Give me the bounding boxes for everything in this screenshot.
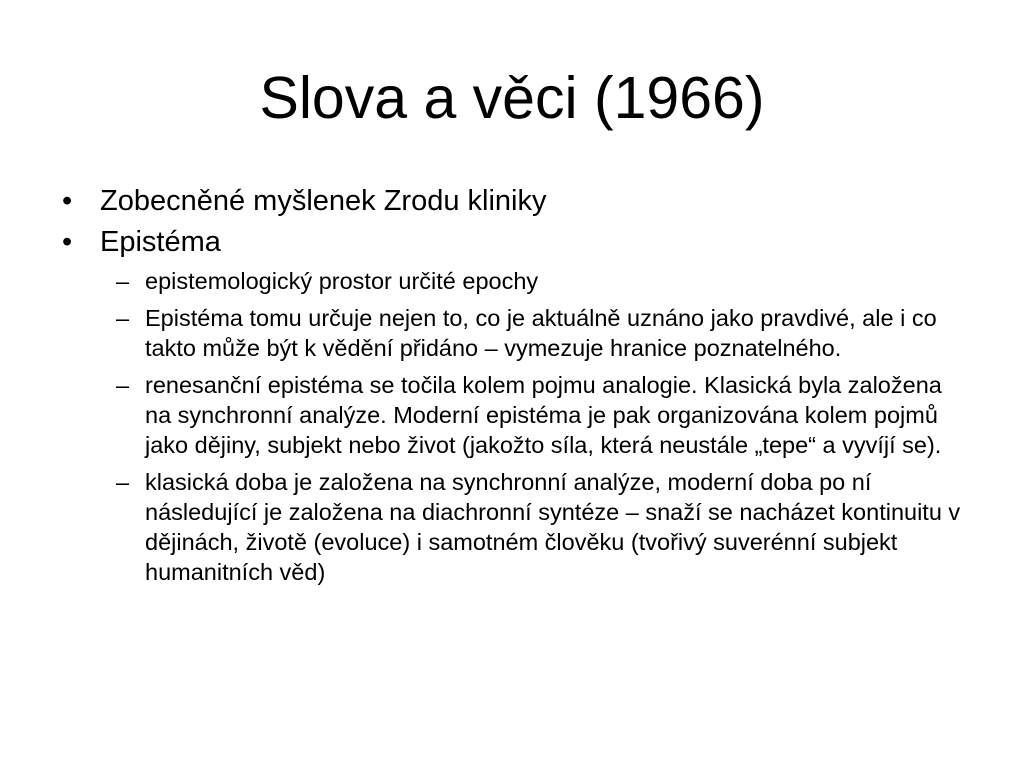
dash-marker: – bbox=[116, 469, 130, 495]
sub-bullet-list bbox=[100, 266, 968, 587]
dash-marker: – bbox=[116, 305, 130, 331]
bullet-item bbox=[58, 224, 968, 587]
sub-bullet-item bbox=[100, 370, 968, 460]
sub-bullet-item bbox=[100, 467, 968, 587]
bullet-list bbox=[58, 183, 968, 594]
sub-bullet-text: Epistéma tomu určuje nejen to, co je aktuálně uznáno jako pravdivé, ale i co takto může být k vědění přidáno – vymezuje hranice poznatelného. bbox=[145, 305, 937, 361]
bullet-text: Zobecněné myšlenek Zrodu kliniky bbox=[100, 185, 547, 217]
sub-bullet-text: epistemologický prostor určité epochy bbox=[145, 268, 539, 294]
bullet-marker: • bbox=[62, 185, 73, 217]
sub-bullet-item bbox=[100, 303, 968, 363]
slide-title: Slova a věci (1966) bbox=[259, 65, 765, 131]
bullet-item bbox=[58, 183, 968, 219]
bullet-text: Epistéma bbox=[100, 226, 221, 258]
bullet-marker: • bbox=[62, 226, 73, 258]
sub-bullet-item bbox=[100, 266, 968, 296]
dash-marker: – bbox=[116, 268, 130, 294]
dash-marker: – bbox=[116, 372, 130, 398]
sub-bullet-text: renesanční epistéma se točila kolem pojmu analogie. Klasická byla založena na synchronní analýze. Moderní epistéma je pak organizována kolem pojmů jako dějiny, subjekt nebo život (jakožto síla, která neustále „tepe“ a vyvíjí se). bbox=[145, 372, 942, 458]
sub-bullet-text: klasická doba je založena na synchronní analýze, moderní doba po ní následující je založena na diachronní syntéze – snaží se nacházet kontinuitu v dějinách, životě (evoluce) i samotném člověku (tvořivý suverénní subjekt humanitních věd) bbox=[145, 469, 961, 585]
